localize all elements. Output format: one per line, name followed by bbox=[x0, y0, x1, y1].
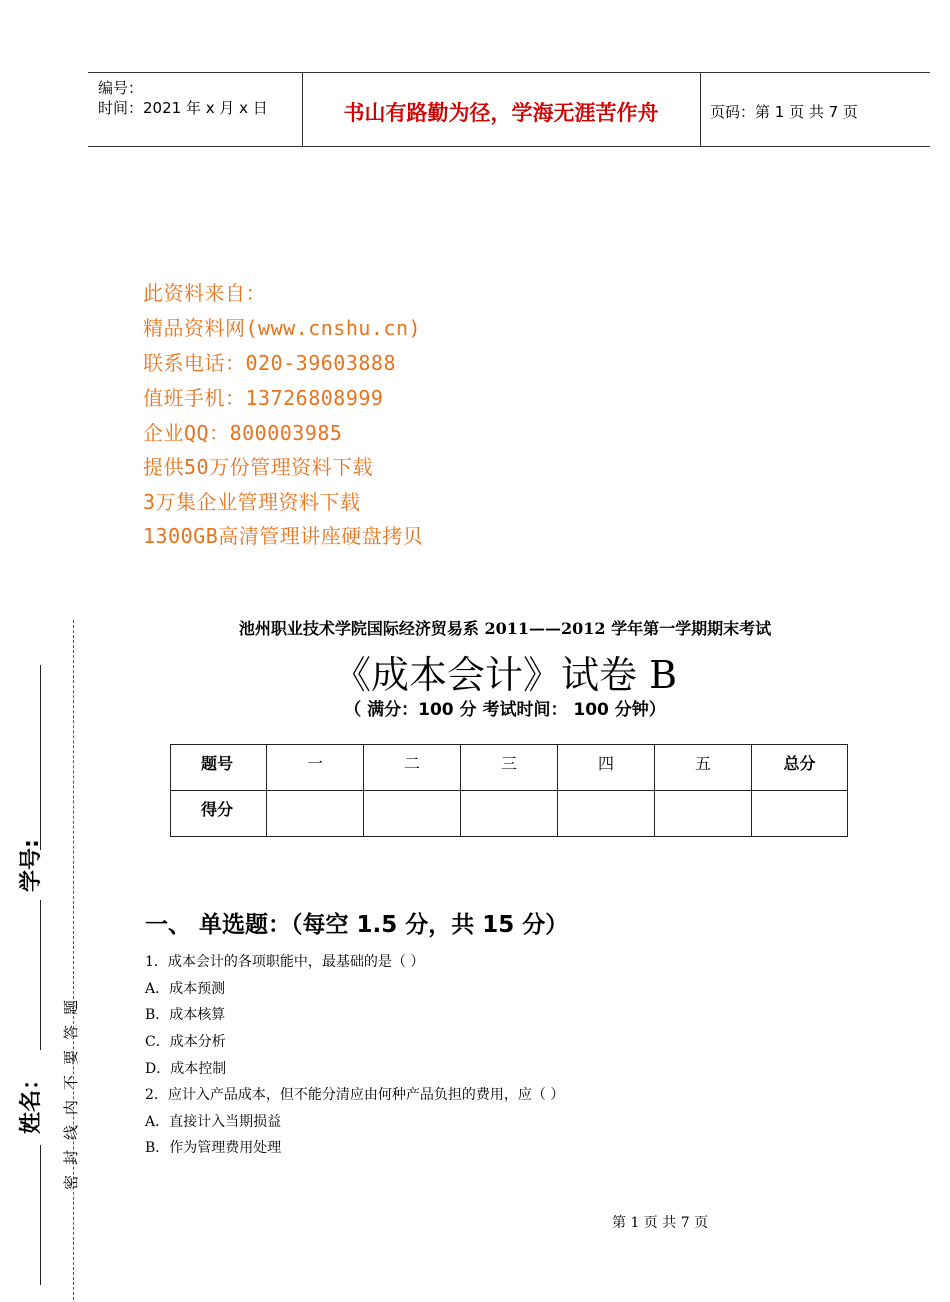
header-motto-cell bbox=[302, 73, 701, 146]
time-label: 时间：2021 年 x 月 x 日 bbox=[98, 99, 268, 117]
student-id-line bbox=[40, 665, 41, 850]
section-heading: 一、 单选题：（每空 1.5 分，共 15 分） bbox=[145, 912, 569, 938]
option-text: B．成本核算 bbox=[145, 1007, 226, 1023]
ad-line: 联系电话：020-39603888 bbox=[143, 351, 396, 375]
seal-notice: 密封线内不要答题 bbox=[62, 989, 80, 1190]
score-cell[interactable] bbox=[364, 791, 461, 837]
page-header bbox=[88, 72, 930, 147]
ad-line: 企业QQ：800003985 bbox=[143, 421, 343, 445]
header-page-cell bbox=[700, 73, 930, 146]
score-header-cell: 题号 bbox=[171, 745, 267, 791]
ad-line: 此资料来自： bbox=[143, 281, 266, 305]
student-id-label: 学号: bbox=[19, 839, 44, 892]
name-line bbox=[40, 900, 41, 1050]
page-footer: 第 1 页 共 7 页 bbox=[612, 1215, 709, 1231]
score-header-cell: 一 bbox=[267, 745, 364, 791]
ad-line: 值班手机：13726808999 bbox=[143, 386, 384, 410]
option-text: A．成本预测 bbox=[145, 981, 226, 997]
number-label: 编号： bbox=[98, 79, 144, 97]
ad-line: 精品资料网(www.cnshu.cn) bbox=[143, 316, 422, 340]
score-row-label: 得分 bbox=[171, 791, 267, 837]
ad-line: 1300GB高清管理讲座硬盘拷贝 bbox=[143, 524, 424, 548]
score-cell[interactable] bbox=[655, 791, 752, 837]
seal-dashed-line bbox=[73, 620, 74, 1300]
score-table-row bbox=[171, 791, 848, 837]
score-cell[interactable] bbox=[752, 791, 848, 837]
option-text: D．成本控制 bbox=[145, 1061, 227, 1077]
exam-info: （ 满分：100 分 考试时间： 100 分钟） bbox=[344, 700, 666, 720]
option-text: C．成本分析 bbox=[145, 1034, 226, 1050]
score-cell[interactable] bbox=[461, 791, 558, 837]
score-header-cell: 四 bbox=[558, 745, 655, 791]
name-label: 姓名： bbox=[19, 1067, 44, 1134]
option-text: A．直接计入当期损益 bbox=[145, 1114, 282, 1130]
score-table bbox=[170, 744, 848, 837]
score-cell[interactable] bbox=[267, 791, 364, 837]
class-line bbox=[40, 1145, 41, 1285]
page-info: 页码：第 1 页 共 7 页 bbox=[710, 103, 858, 121]
exam-title: 《成本会计》试卷 B bbox=[332, 653, 677, 697]
ad-line: 3万集企业管理资料下载 bbox=[143, 490, 361, 514]
score-cell[interactable] bbox=[558, 791, 655, 837]
exam-institution: 池州职业技术学院国际经济贸易系 2011——2012 学年第一学期期末考试 bbox=[238, 619, 772, 638]
question-text: 1．成本会计的各项职能中，最基础的是（ ） bbox=[145, 954, 425, 970]
score-header-cell: 五 bbox=[655, 745, 752, 791]
header-meta-cell bbox=[88, 73, 303, 146]
motto: 书山有路勤为径，学海无涯苦作舟 bbox=[343, 100, 659, 125]
score-header-cell: 二 bbox=[364, 745, 461, 791]
score-header-cell: 总分 bbox=[752, 745, 848, 791]
question-text: 2．应计入产品成本，但不能分清应由何种产品负担的费用，应（ ） bbox=[145, 1087, 565, 1103]
option-text: B．作为管理费用处理 bbox=[145, 1140, 282, 1156]
score-table-header-row bbox=[171, 745, 848, 791]
ad-line: 提供50万份管理资料下载 bbox=[143, 455, 374, 479]
score-header-cell: 三 bbox=[461, 745, 558, 791]
